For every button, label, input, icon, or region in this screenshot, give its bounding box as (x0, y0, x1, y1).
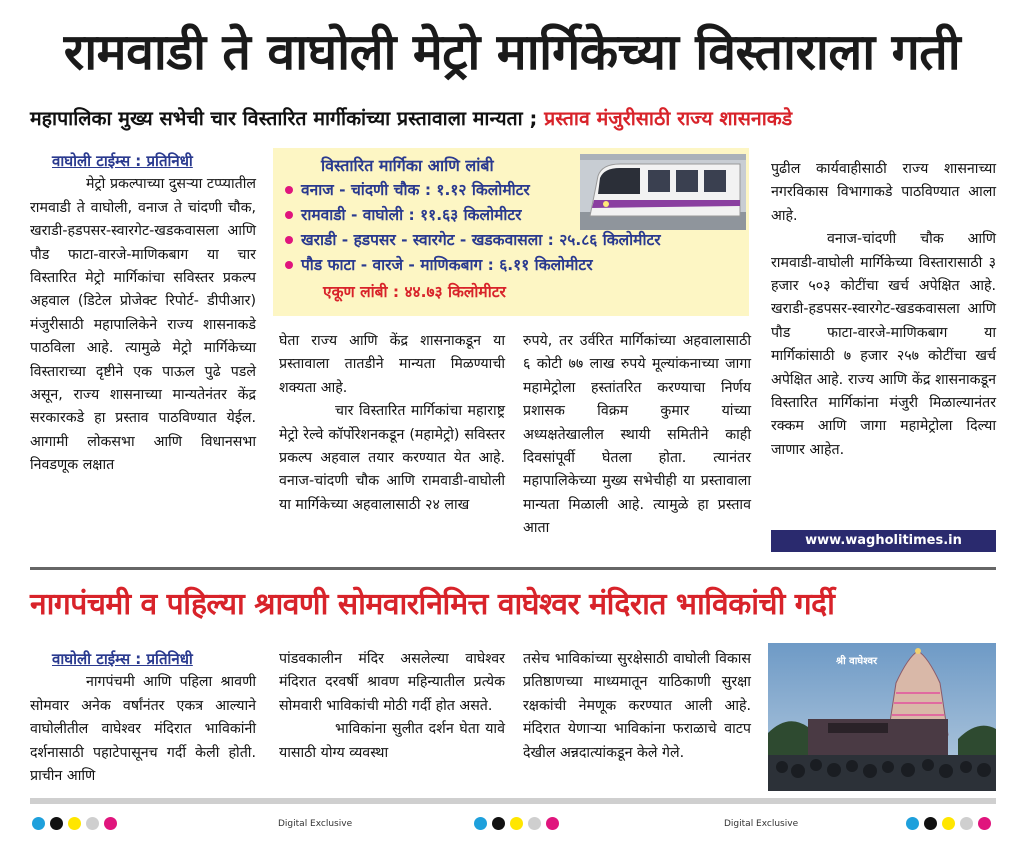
article1-col4-text: पुढील कार्यवाहीसाठी राज्य शासनाच्या नगरविकास विभागाकडे पाठविण्यात आला आहे. (771, 161, 996, 224)
article1-col3-text: रुपये, तर उर्वरित मार्गिकांच्या अहवालासाठी ६ कोटी ७७ लाख रुपये मूल्यांकनाच्या जागा महामेट्रोला हस्तांतरित करण्याचा निर्णय प्रशासक विक्रम कुमार यांच्या अध्यक्षतेखालील स्थायी समितीने काही दिवसांपूर्वी घेतला होता. त्यानंतर महापालिकेच्या मुख्य सभेचीही या प्रस्तावाला मान्यता मिळाली आहे. त्यामुळे हा प्रस्ताव आता (523, 333, 751, 537)
article1-subhead (30, 104, 1000, 131)
article2-column-1 (30, 648, 256, 788)
article1-col2-text: घेता राज्य आणि केंद्र शासनाकडून या प्रस्तावाला तातडीने मान्यता मिळण्याची शक्यता आहे. (279, 333, 505, 396)
color-dot-icon (960, 817, 973, 830)
color-dot-icon (492, 817, 505, 830)
bullet-icon (285, 186, 293, 194)
infobox-row: पौड फाटा - वारजे - माणिकबाग : ६.११ किलोमीटर (281, 253, 741, 278)
digital-exclusive-label: Digital Exclusive (278, 819, 353, 829)
article2-column-3 (523, 648, 751, 765)
article2-col1-text: नागपंचमी आणि पहिला श्रावणी सोमवार अनेक वर्षांनंतर एकत्र आल्याने वाघोलीतील वाघेश्वर मंदिरात भाविकांनी दर्शनासाठी पहाटेपासूनच गर्दी केली होती. प्राचीन आणि (30, 674, 256, 785)
article2-col2-text: पांडवकालीन मंदिर असलेल्या वाघेश्वर मंदिरात दरवर्षी श्रावण महिन्यातील प्रत्येक सोमवारी भाविकांची मोठी गर्दी होत असते. (279, 651, 505, 714)
subhead-separator: ; (522, 107, 545, 130)
article1-col2-text: चार विस्तारित मार्गिकांचा महाराष्ट्र मेट्रो रेल्वे कॉर्पोरेशनकडून (महामेट्रो) सविस्तर प्रकल्प अहवाल तयार करण्यात येत आहे. वनाज-चांदणी चौक आणि रामवाडी-वाघोली या मार्गिकेच्या अहवालासाठी २४ लाख (279, 403, 505, 513)
infobox-title: विस्तारित मार्गिका आणि लांबी (321, 156, 494, 175)
infobox-row: वनाज - चांदणी चौक : १.१२ किलोमीटर (281, 178, 741, 203)
infobox-row: खराडी - हडपसर - स्वारगेट - खडकवासला : २५.८६ किलोमीटर (281, 228, 741, 253)
color-dot-icon (68, 817, 81, 830)
bullet-icon (285, 236, 293, 244)
infobox-total: एकूण लांबी : ४४.७३ किलोमीटर (323, 283, 506, 301)
color-dots-left (32, 815, 122, 829)
article2-column-2 (279, 648, 505, 765)
subhead-highlight: प्रस्ताव मंजुरीसाठी राज्य शासनाकडे (544, 107, 793, 130)
color-dot-icon (978, 817, 991, 830)
infobox-row: रामवाडी - वाघोली : ११.६३ किलोमीटर (281, 203, 741, 228)
bullet-icon (285, 211, 293, 219)
article1-col4-text: वनाज-चांदणी चौक आणि रामवाडी-वाघोली मार्गिकेच्या विस्तारासाठी ३ हजार ५०३ कोटींचा खर्च अपेक्षित आहे. खराडी-हडपसर-स्वारगेट-खडकवासला आणि पौड फाटा-वारजे-माणिकबाग या मार्गिकांसाठी ७ हजार २५७ कोटींचा खर्च अपेक्षित आहे. राज्य आणि केंद्र शासनाकडून विस्तारित मार्गिकांना मंजुरी मिळाल्यानंतर रक्कम आणि जागा महामेट्रोला दिल्या जाणार आहेत. (771, 231, 996, 458)
color-dot-icon (528, 817, 541, 830)
metro-train-icon (580, 154, 746, 230)
article1-column-2 (279, 330, 505, 517)
temple-sign: श्री वाघेश्वर (836, 656, 878, 667)
bottom-bar (30, 798, 996, 804)
color-dot-icon (474, 817, 487, 830)
color-dots-right (906, 815, 996, 829)
article2-col2-text: भाविकांना सुलीत दर्शन घेता यावे यासाठी योग्य व्यवस्था (279, 721, 505, 761)
temple-icon (768, 643, 996, 791)
temple-photo (768, 643, 996, 791)
color-dot-icon (942, 817, 955, 830)
color-dot-icon (86, 817, 99, 830)
metro-train-photo (580, 154, 746, 230)
article1-col1-text: मेट्रो प्रकल्पाच्या दुसऱ्या टप्प्यातील रामवाडी ते वाघोली, वनाज ते चांदणी चौक, खराडी-हडपसर-स्वारगेट-खडकवासला आणि पौड फाटा-वारजे-माणिकबाग या चार विस्तारित मेट्रो मार्गिकांचा सविस्तर प्रकल्प अहवाल (डिटेल प्रोजेक्ट रिपोर्ट- डीपीआर) मंजुरीसाठी महापालिकेने राज्य शासनाकडे पाठविला आहे. त्यामुळे मेट्रो मार्गिकेच्या विस्ताराच्या दृष्टीने एक पाऊल पुढे पडले असून, राज्य शासनाच्या मान्यतेनंतर केंद्र सरकारकडे हा प्रस्ताव पाठविण्यात येईल. आगामी लोकसभा आणि विधानसभा निवडणूक लक्षात (30, 176, 256, 474)
color-dot-icon (924, 817, 937, 830)
color-dot-icon (546, 817, 559, 830)
color-dots-center (474, 815, 564, 829)
website-link[interactable]: www.wagholitimes.in (771, 530, 996, 552)
article1-headline: रामवाडी ते वाघोली मेट्रो मार्गिकेच्या विस्ताराला गती (63, 23, 961, 81)
bullet-icon (285, 261, 293, 269)
article2-byline: वाघोली टाईम्स : प्रतिनिधी (52, 650, 193, 668)
article1-byline: वाघोली टाईम्स : प्रतिनिधी (52, 152, 193, 170)
article-divider (30, 567, 996, 570)
color-dot-icon (104, 817, 117, 830)
color-dot-icon (510, 817, 523, 830)
digital-exclusive-label: Digital Exclusive (724, 819, 799, 829)
color-dot-icon (906, 817, 919, 830)
article1-column-3 (523, 330, 751, 541)
subhead-main: महापालिका मुख्य सभेची चार विस्तारित मार्गीकांच्या प्रस्तावाला मान्यता (30, 107, 523, 130)
color-dot-icon (50, 817, 63, 830)
article2-headline: नागपंचमी व पहिल्या श्रावणी सोमवारनिमित्त वाघेश्वर मंदिरात भाविकांची गर्दी (30, 587, 835, 622)
article1-column-1 (30, 150, 256, 478)
color-dot-icon (32, 817, 45, 830)
article1-column-4 (771, 158, 996, 462)
article2-col3-text: तसेच भाविकांच्या सुरक्षेसाठी वाघोली विकास प्रतिष्ठाणच्या माध्यमातून याठिकाणी सुरक्षा रक्षकांची नेमणूक करण्यात आली आहे. मंदिरात येणाऱ्या भाविकांना फराळाचे वाटप देखील अन्नदात्यांकडून केले गेले. (523, 651, 751, 761)
